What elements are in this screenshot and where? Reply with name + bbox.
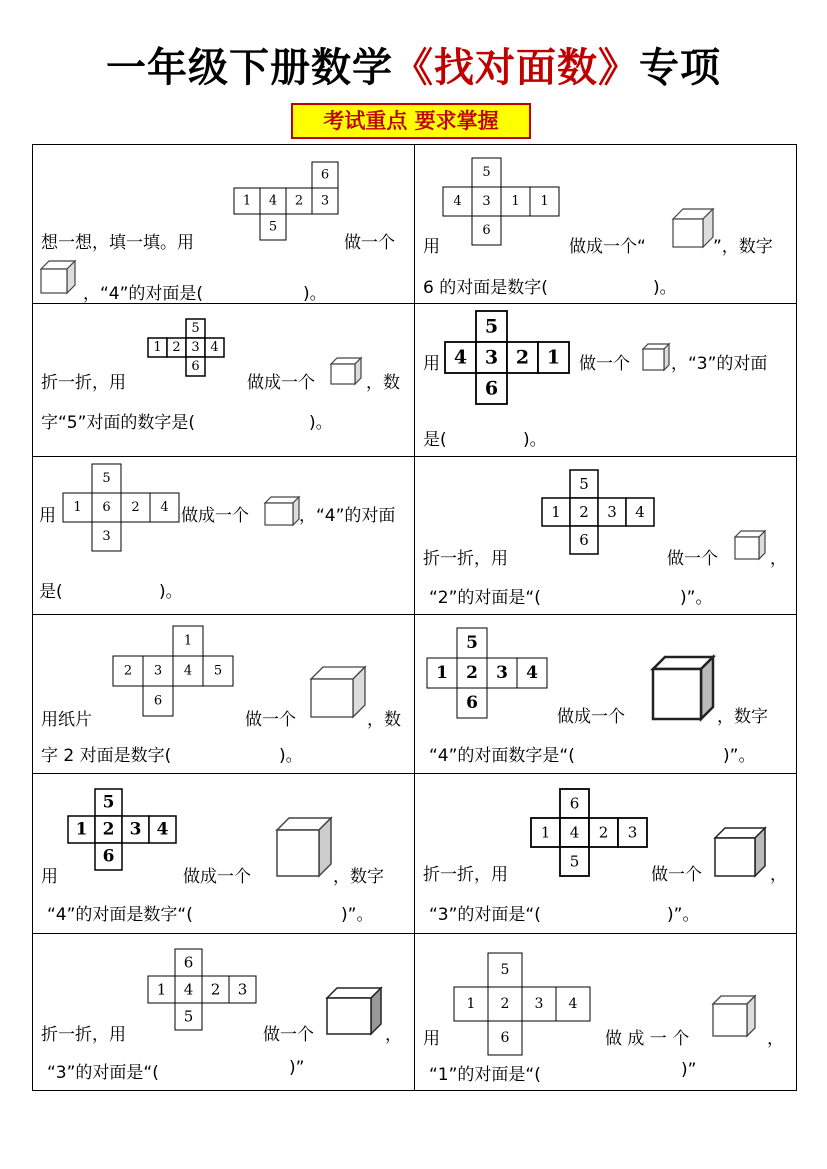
problem-11 [33,934,414,1090]
net-face [542,498,570,526]
net-face [427,658,457,688]
cube-icon [651,655,715,721]
net-face-number: 3 [320,193,330,209]
net-face-number: 6 [579,531,589,549]
problem-text: 做一个 [245,710,296,730]
net-face-number: 5 [268,219,278,235]
net-face-number: 5 [482,165,491,180]
problem-text: ， [770,865,787,885]
problem-text: “3”的对面是“( [429,905,541,925]
net-face [186,319,205,338]
problem-row [33,303,796,456]
net-face [175,949,202,976]
cube-net-8 [426,627,552,713]
cube-net-6 [541,469,659,557]
net-face-number: 5 [191,321,200,336]
net-face [68,816,95,843]
net-face-number: 6 [482,223,491,238]
net-face [507,342,538,373]
net-face-number: 5 [579,475,589,493]
problem-text: ， [385,1025,402,1045]
net-face-number: 6 [153,693,163,709]
title-left: 一年级下册数学 [106,45,393,91]
problem-text: 6 的对面是数字( [423,278,548,298]
problem-text: 用 [423,354,440,374]
problem-text: 折一折，用 [423,865,508,885]
cube-icon [263,495,301,527]
net-face-number: 3 [534,996,544,1012]
net-face [92,493,121,522]
net-face [517,658,547,688]
problem-text: 做一个 [263,1025,314,1045]
net-face [472,158,501,187]
net-face [150,493,179,522]
problem-text: 做成一个“ [569,237,646,257]
problem-6 [414,457,796,614]
net-face-number: 4 [453,346,468,369]
title-right: 专项 [639,45,721,91]
net-face-number: 3 [129,819,142,840]
net-face [312,188,338,214]
problem-2 [414,145,796,303]
net-face [173,656,203,686]
net-face [92,522,121,551]
net-face [122,816,149,843]
net-face-number: 1 [540,194,549,209]
net-face [457,688,487,718]
net-face-number: 5 [466,633,478,653]
net-face-number: 1 [551,503,561,521]
net-face [560,789,589,818]
problem-text: )” [289,1058,305,1078]
key-point-badge: 考试重点 要求掌握 [291,103,531,139]
problem-text: )”。 [341,905,374,925]
net-face [186,338,205,357]
cube-net-9 [67,788,179,872]
cube-icon [713,826,767,878]
net-face-number: 2 [102,819,115,840]
problem-text: 做成一个 [557,707,625,727]
net-face [560,847,589,876]
net-face [229,976,256,1003]
net-face-number: 4 [635,503,645,521]
net-face-number: 3 [191,340,200,355]
net-face-number: 6 [320,167,330,183]
net-face-number: 1 [73,500,82,515]
problem-text: )。 [523,430,547,450]
net-face [148,976,175,1003]
problem-text: 用纸片 [41,710,92,730]
net-face-number: 5 [500,962,510,978]
net-face [95,789,122,816]
cube-net-5 [62,463,184,555]
net-face-number: 6 [183,953,194,972]
problem-row [33,773,796,933]
title-highlight: 《找对面数》 [393,45,639,91]
net-face-number: 5 [569,852,580,871]
net-face [148,338,167,357]
problem-10 [414,774,796,933]
net-face-number: 6 [102,846,115,867]
problem-text: )”。 [723,746,756,766]
problem-3 [33,304,414,456]
problem-text: ，数 [367,710,401,730]
net-face-number: 3 [102,529,111,544]
problem-4 [414,304,796,456]
net-face [234,188,260,214]
net-face-number: 6 [191,359,200,374]
net-face-number: 1 [546,346,561,369]
cube-net-12 [453,952,595,1046]
net-face [487,658,517,688]
cube-net-7 [112,625,238,719]
net-face [570,470,598,498]
net-face [121,493,150,522]
net-face-number: 3 [496,663,508,683]
net-face [570,498,598,526]
net-face [205,338,224,357]
problem-text: ，“3”的对面 [671,354,768,374]
net-face [175,976,202,1003]
net-face [92,464,121,493]
problem-text: 用 [39,506,56,526]
cube-icon [309,665,367,719]
problem-7 [33,615,414,773]
cube-icon [711,994,757,1038]
net-face [260,188,286,214]
cube-icon [329,356,363,386]
net-face [95,816,122,843]
problem-text: ”，数字 [713,237,773,257]
cube-icon [275,816,333,878]
net-face-number: 2 [210,980,221,999]
problem-text: “4”的对面是数字“( [47,905,193,925]
net-face-number: 1 [183,633,193,649]
net-face-number: 2 [123,663,133,679]
net-face-number: 3 [484,346,499,369]
cube-icon [671,207,715,249]
cube-net-10 [530,788,652,878]
problem-9 [33,774,414,933]
net-face [488,953,522,987]
problem-text: “3”的对面是“( [47,1063,159,1083]
net-face-number: 3 [237,980,248,999]
net-face-number: 1 [540,823,551,842]
cube-net-1 [233,161,343,243]
cube-net-11 [147,948,261,1034]
problem-text: )” [681,1060,697,1080]
problem-5 [33,457,414,614]
net-face-number: 4 [569,823,580,842]
problem-row [33,933,796,1090]
net-face [95,843,122,870]
net-face [286,188,312,214]
problem-text: 字“5”对面的数字是( [41,413,196,433]
net-face-number: 4 [160,500,169,515]
problem-text: 做成一个 [183,867,251,887]
net-face [472,187,501,216]
net-face [476,311,507,342]
problem-text: 做一个 [667,549,718,569]
net-face-number: 1 [75,819,88,840]
net-face [530,187,559,216]
net-face-number: 4 [183,663,193,679]
cube-net-3 [147,318,229,380]
problem-text: 做成一个 [181,506,249,526]
net-face-number: 3 [627,823,638,842]
net-face-number: 5 [484,315,499,338]
problem-text: ，“4”的对面是( [83,284,204,304]
problem-text: 想一想，填一填。用 [41,233,194,253]
problem-text: )。 [303,284,327,304]
net-face [476,342,507,373]
problem-text: 折一折，用 [41,1025,126,1045]
net-face-number: 1 [466,996,476,1012]
net-face [457,658,487,688]
problem-text: “4”的对面数字是“( [429,746,575,766]
net-face [203,656,233,686]
net-face [570,526,598,554]
net-face [476,373,507,404]
net-face [143,656,173,686]
net-face-number: 2 [500,996,510,1012]
net-face-number: 2 [294,193,304,209]
net-face-number: 5 [213,663,223,679]
problem-text: ， [767,1029,784,1049]
problem-text: 折一折，用 [423,549,508,569]
net-face [472,216,501,245]
net-face-number: 5 [102,792,115,813]
net-face [556,987,590,1021]
net-face-number: 4 [568,996,578,1012]
net-face-number: 6 [484,377,499,400]
net-face-number: 4 [210,340,219,355]
net-face-number: 2 [598,823,609,842]
net-face-number: 4 [526,663,538,683]
net-face [443,187,472,216]
problem-text: ， [770,549,787,569]
net-face [531,818,560,847]
problem-8 [414,615,796,773]
net-face [149,816,176,843]
net-face [445,342,476,373]
net-face-number: 6 [102,500,111,515]
net-face-number: 1 [156,980,167,999]
net-face-number: 4 [453,194,462,209]
problem-text: ，“4”的对面 [299,506,396,526]
net-face-number: 2 [579,503,589,521]
problem-text: 折一折，用 [41,373,126,393]
net-face [488,1021,522,1055]
net-face-number: 5 [183,1007,194,1026]
cube-icon [325,986,383,1036]
problem-text: 是( [39,582,63,602]
problem-text: 用 [41,867,58,887]
net-face [63,493,92,522]
problem-text: ，数字 [717,707,768,727]
problem-12 [414,934,796,1090]
net-face-number: 1 [153,340,162,355]
net-face [312,162,338,188]
net-face-number: 4 [156,819,169,840]
problem-text: 做一个 [344,233,395,253]
net-face [167,338,186,357]
problem-1 [33,145,414,303]
net-face [260,214,286,240]
net-face-number: 1 [436,663,448,683]
cube-net-2 [442,157,562,247]
net-face [501,187,530,216]
net-face-number: 2 [466,663,478,683]
net-face [626,498,654,526]
problem-text: 用 [423,1029,440,1049]
cube-icon [733,529,767,561]
problem-text: 做一个 [579,354,630,374]
net-face-number: 2 [131,500,140,515]
problem-text: ，数字 [333,867,384,887]
problem-row [33,456,796,614]
cube-icon [39,259,77,295]
net-face-number: 3 [482,194,491,209]
net-face-number: 2 [172,340,181,355]
net-face-number: 6 [466,693,478,713]
net-face [186,357,205,376]
problem-text: )。 [159,582,183,602]
net-face-number: 4 [268,193,278,209]
net-face [454,987,488,1021]
cube-icon [641,342,671,372]
problem-text: )。 [653,278,677,298]
problem-text: 字 2 对面是数字( [41,746,172,766]
cube-net-4 [444,310,574,406]
net-face-number: 3 [607,503,617,521]
problem-text: )”。 [667,905,700,925]
net-face-number: 1 [242,193,252,209]
net-face [175,1003,202,1030]
net-face [522,987,556,1021]
problem-text: )。 [309,413,333,433]
problem-grid [32,144,797,1091]
page-title [0,36,827,93]
net-face-number: 2 [515,346,530,369]
problem-text: 做 成 一 个 [605,1029,690,1049]
problem-text: “2”的对面是“( [429,588,541,608]
net-face [143,686,173,716]
problem-text: 用 [423,237,440,257]
problem-row [33,614,796,773]
net-face-number: 1 [511,194,520,209]
net-face [173,626,203,656]
problem-text: 是( [423,430,447,450]
net-face [538,342,569,373]
problem-text: 做一个 [651,865,702,885]
net-face [560,818,589,847]
problem-row [33,145,796,303]
net-face [488,987,522,1021]
problem-text: )”。 [680,588,713,608]
net-face-number: 4 [183,980,194,999]
net-face [202,976,229,1003]
net-face-number: 6 [569,794,580,813]
problem-text: )。 [279,746,303,766]
net-face [113,656,143,686]
problem-text: ，数 [366,373,400,393]
net-face [589,818,618,847]
net-face-number: 6 [500,1030,510,1046]
problem-text: 做成一个 [247,373,315,393]
net-face [457,628,487,658]
problem-text: “1”的对面是“( [429,1065,541,1085]
net-face [598,498,626,526]
net-face-number: 3 [153,663,163,679]
net-face [618,818,647,847]
net-face-number: 5 [102,471,111,486]
